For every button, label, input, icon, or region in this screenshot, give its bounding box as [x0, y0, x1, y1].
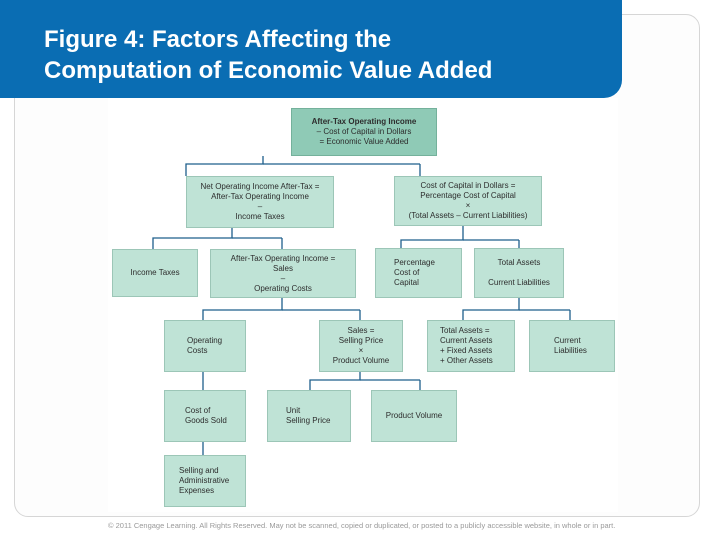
- node-after-tax-operating-income: [210, 249, 356, 298]
- node-line: Selling Price: [338, 336, 384, 345]
- node-line: Costs: [187, 346, 208, 355]
- node-line: Net Operating Income After-Tax =: [200, 182, 320, 191]
- connector-coc-children: [401, 226, 463, 248]
- node-line: Unit: [286, 406, 301, 415]
- slide-title-line-2: Computation of Economic Value Added: [44, 57, 493, 84]
- node-line: Capital: [394, 278, 419, 287]
- node-line: Sales: [272, 263, 293, 273]
- node-line: –: [516, 268, 522, 277]
- node-line: After-Tax Operating Income: [311, 117, 417, 126]
- node-line: Cost of: [185, 406, 211, 415]
- node-net-operating-income: [186, 176, 334, 228]
- node-line: + Fixed Assets: [440, 346, 493, 355]
- node-line: –: [280, 273, 286, 283]
- node-cost-of-goods-sold: [164, 390, 246, 442]
- node-cost-of-capital: [394, 176, 542, 226]
- node-line: Percentage Cost of Capital: [420, 191, 516, 200]
- node-line: Cost of Capital in Dollars =: [420, 181, 516, 190]
- node-total-assets-minus-current-liabilities: [474, 248, 564, 298]
- connector-tacl-children: [463, 298, 519, 320]
- node-line: Selling and: [179, 466, 219, 475]
- node-operating-costs: [164, 320, 246, 372]
- node-line: = Economic Value Added: [319, 137, 409, 146]
- node-product-volume: [371, 390, 457, 442]
- title-bar: [0, 0, 622, 98]
- node-line: Income Taxes: [130, 268, 180, 277]
- node-current-liabilities: [529, 320, 615, 372]
- node-line: Sales =: [347, 326, 375, 335]
- node-percentage-cost-of-capital: [375, 248, 462, 298]
- copyright-footer: © 2011 Cengage Learning. All Rights Reserved. May not be scanned, copied or duplicated, or posted to a publicly accessible website, in whole or in part.: [108, 521, 616, 530]
- node-line: – Cost of Capital in Dollars: [316, 127, 412, 136]
- node-line: Liabilities: [554, 346, 587, 355]
- connector-noi: [153, 228, 232, 249]
- node-line: Percentage: [394, 258, 435, 267]
- node-line: + Other Assets: [440, 356, 493, 365]
- connector-atoi-children: [203, 298, 282, 320]
- node-line: Operating: [187, 336, 223, 345]
- node-line: Income Taxes: [235, 212, 285, 221]
- node-economic-value-added: [291, 108, 437, 156]
- node-line: Current: [554, 336, 581, 345]
- node-line: Current Assets: [440, 336, 493, 345]
- node-sales: [319, 320, 403, 372]
- node-line: After-Tax Operating Income =: [230, 253, 336, 263]
- node-line: After-Tax Operating Income: [211, 192, 309, 201]
- connector-sales-children: [310, 372, 360, 390]
- node-line: Expenses: [179, 486, 215, 495]
- node-selling-and-administrative-expenses: [164, 455, 246, 507]
- connector-eva: [186, 156, 263, 176]
- eva-diagram: [108, 98, 618, 512]
- node-line: Total Assets: [497, 258, 541, 267]
- connector-lines: [108, 98, 618, 512]
- node-line: Goods Sold: [185, 416, 227, 425]
- node-line: Operating Costs: [254, 283, 312, 293]
- node-line: Administrative: [179, 476, 230, 485]
- node-income-taxes: [112, 249, 198, 297]
- node-line: Product Volume: [332, 356, 390, 365]
- node-line: ×: [358, 346, 364, 355]
- node-line: –: [257, 202, 263, 211]
- node-line: (Total Assets – Current Liabilities): [408, 211, 528, 220]
- node-line: Product Volume: [385, 411, 443, 420]
- node-line: Total Assets =: [440, 326, 490, 335]
- node-line: Current Liabilities: [488, 278, 550, 287]
- node-total-assets: [427, 320, 515, 372]
- node-line: Selling Price: [286, 416, 331, 425]
- node-line: Cost of: [394, 268, 420, 277]
- node-unit-selling-price: [267, 390, 351, 442]
- slide-title-line-1: Figure 4: Factors Affecting the: [44, 26, 392, 53]
- node-line: ×: [465, 201, 471, 210]
